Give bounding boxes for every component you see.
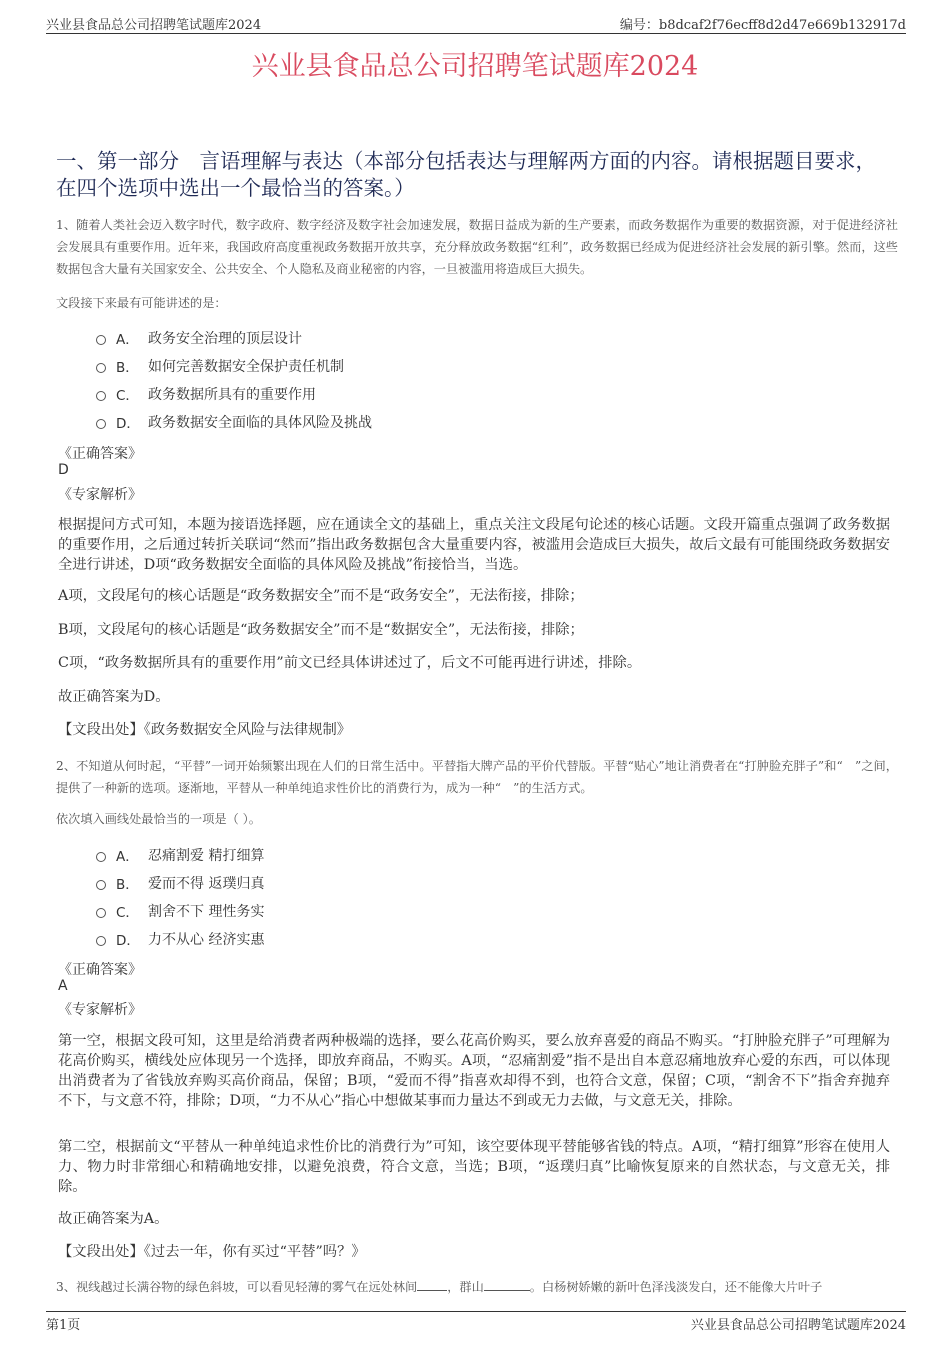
q1-analysis-paragraph: 故正确答案为D。 xyxy=(58,689,170,705)
header-doc-id: 编号：b8dcaf2f76ecff8d2d47e669b132917d xyxy=(619,18,906,33)
radio-icon[interactable] xyxy=(96,391,106,401)
footer-divider xyxy=(46,1311,906,1312)
q2-analysis-label: 《专家解析》 xyxy=(58,1002,142,1018)
q3-passage xyxy=(56,1276,898,1298)
radio-icon[interactable] xyxy=(96,335,106,345)
q3-passage-part: ，群山 xyxy=(447,1280,484,1294)
option-letter: D． xyxy=(116,933,140,949)
option-text: 爱而不得 返璞归真 xyxy=(148,876,265,892)
q1-option-b[interactable] xyxy=(96,355,344,377)
option-text: 政务数据安全面临的具体风险及挑战 xyxy=(148,415,372,431)
option-letter: C． xyxy=(116,388,139,404)
option-letter: C． xyxy=(116,905,139,921)
option-letter: B． xyxy=(116,877,139,893)
option-text: 力不从心 经济实惠 xyxy=(148,932,265,948)
q2-passage: 2、不知道从何时起，“平替”一词开始频繁出现在人们的日常生活中。平替指大牌产品的平价代替版。平替“贴心”地让消费者在“打肿脸充胖子”和“ ”之间，提供了一种新的选项。逐渐地，平替从一种单纯追求性价比的消费行为，成为一种“ ”的生活方式。 xyxy=(56,759,898,795)
q1-analysis-paragraph: B项，文段尾句的核心话题是“政务数据安全”而不是“数据安全”，无法衔接，排除； xyxy=(58,622,584,638)
q1-answer: D xyxy=(58,462,69,478)
q2-prompt: 依次填入画线处最恰当的一项是（ ）。 xyxy=(56,812,261,826)
radio-icon[interactable] xyxy=(96,880,106,890)
page-title: 兴业县食品总公司招聘笔试题库2024 xyxy=(251,51,699,82)
q1-source: 【文段出处】《政务数据安全风险与法律规制》 xyxy=(58,722,352,738)
fill-blank xyxy=(417,1278,447,1291)
header-left-title: 兴业县食品总公司招聘笔试题库2024 xyxy=(46,18,262,33)
q2-answer-label: 《正确答案》 xyxy=(58,962,142,978)
option-text: 政务安全治理的顶层设计 xyxy=(148,331,302,347)
q1-answer-label: 《正确答案》 xyxy=(58,446,142,462)
q1-option-c[interactable] xyxy=(96,383,316,405)
radio-icon[interactable] xyxy=(96,363,106,373)
option-text: 割舍不下 理性务实 xyxy=(148,904,265,920)
option-letter: B． xyxy=(116,360,139,376)
q2-option-d[interactable] xyxy=(96,928,264,950)
radio-icon[interactable] xyxy=(96,908,106,918)
q2-answer: A xyxy=(58,978,68,994)
q2-source: 【文段出处】《过去一年，你有买过“平替”吗？》 xyxy=(58,1244,366,1260)
radio-icon[interactable] xyxy=(96,852,106,862)
option-text: 如何完善数据安全保护责任机制 xyxy=(148,359,344,375)
q1-option-a[interactable] xyxy=(96,327,302,349)
page-number: 第1页 xyxy=(46,1318,81,1333)
q2-analysis-paragraph: 故正确答案为A。 xyxy=(58,1211,169,1227)
q2-analysis-paragraph: 第一空，根据文段可知，这里是给消费者两种极端的选择，要么花高价购买，要么放弃喜爱的商品不购买。“打肿脸充胖子”可理解为花高价购买，横线处应体现另一个选择，即放弃商品，不购买。A项，“忍痛割爱”指不是出自本意忍痛地放弃心爱的东西，可以体现出消费者为了省钱放弃购买高价商品，保留；B项，“爱而不得”指喜欢却得不到，也符合文意，保留；C项，“割舍不下”指舍弃抛弃不下，与文意不符，排除；D项，“力不从心”指心中想做某事而力量达不到或无力去做，与文意无关，排除。 xyxy=(58,1033,890,1109)
option-letter: A． xyxy=(116,332,139,348)
q1-option-d[interactable] xyxy=(96,411,372,433)
radio-icon[interactable] xyxy=(96,419,106,429)
fill-blank xyxy=(484,1278,530,1291)
q1-analysis-paragraph: C项，“政务数据所具有的重要作用”前文已经具体讲述过了，后文不可能再进行讲述，排除。 xyxy=(58,655,642,671)
q1-prompt: 文段接下来最有可能讲述的是： xyxy=(56,296,227,310)
option-text: 忍痛割爱 精打细算 xyxy=(148,848,265,864)
q2-option-c[interactable] xyxy=(96,900,264,922)
radio-icon[interactable] xyxy=(96,936,106,946)
q3-passage-part: 。白杨树娇嫩的新叶色泽浅淡发白，还不能像大片叶子 xyxy=(529,1280,823,1294)
q3-passage-part: 3、视线越过长满谷物的绿色斜坡，可以看见轻薄的雾气在远处林间 xyxy=(56,1280,418,1294)
q2-analysis-paragraph: 第二空，根据前文“平替从一种单纯追求性价比的消费行为”可知，该空要体现平替能够省钱的特点。A项，“精打细算”形容在使用人力、物力时非常细心和精确地安排，以避免浪费，符合文意，当选；B项，“返璞归真”比喻恢复原来的自然状态，与文意无关，排除。 xyxy=(58,1139,890,1195)
q1-analysis-label: 《专家解析》 xyxy=(58,487,142,503)
q1-passage: 1、随着人类社会迈入数字时代，数字政府、数字经济及数字社会加速发展，数据日益成为新的生产要素，而政务数据作为重要的数据资源，对于促进经济社会发展具有重要作用。近年来，我国政府高度重视政务数据开放共享，充分释放政务数据“红利”，政务数据已经成为促进经济社会发展的新引擎。然而，这些数据包含大量有关国家安全、公共安全、个人隐私及商业秘密的内容，一旦被滥用将造成巨大损失。 xyxy=(56,218,898,276)
header-divider xyxy=(46,33,906,34)
option-letter: A． xyxy=(116,849,139,865)
q1-analysis-paragraph: A项，文段尾句的核心话题是“政务数据安全”而不是“政务安全”，无法衔接，排除； xyxy=(58,588,584,604)
q1-analysis-paragraph: 根据提问方式可知，本题为接语选择题，应在通读全文的基础上，重点关注文段尾句论述的核心话题。文段开篇重点强调了政务数据的重要作用，之后通过转折关联词“然而”指出政务数据包含大量重要内容，被滥用会造成巨大损失，故后文最有可能围绕政务数据安全进行讲述，D项“政务数据安全面临的具体风险及挑战”衔接恰当，当选。 xyxy=(58,517,890,573)
section-heading: 一、第一部分 言语理解与表达（本部分包括表达与理解两方面的内容。请根据题目要求，在四个选项中选出一个最恰当的答案。） xyxy=(56,149,876,200)
option-text: 政务数据所具有的重要作用 xyxy=(148,387,316,403)
option-letter: D． xyxy=(116,416,140,432)
q2-option-b[interactable] xyxy=(96,872,264,894)
q2-option-a[interactable] xyxy=(96,844,264,866)
footer-title: 兴业县食品总公司招聘笔试题库2024 xyxy=(690,1318,906,1333)
